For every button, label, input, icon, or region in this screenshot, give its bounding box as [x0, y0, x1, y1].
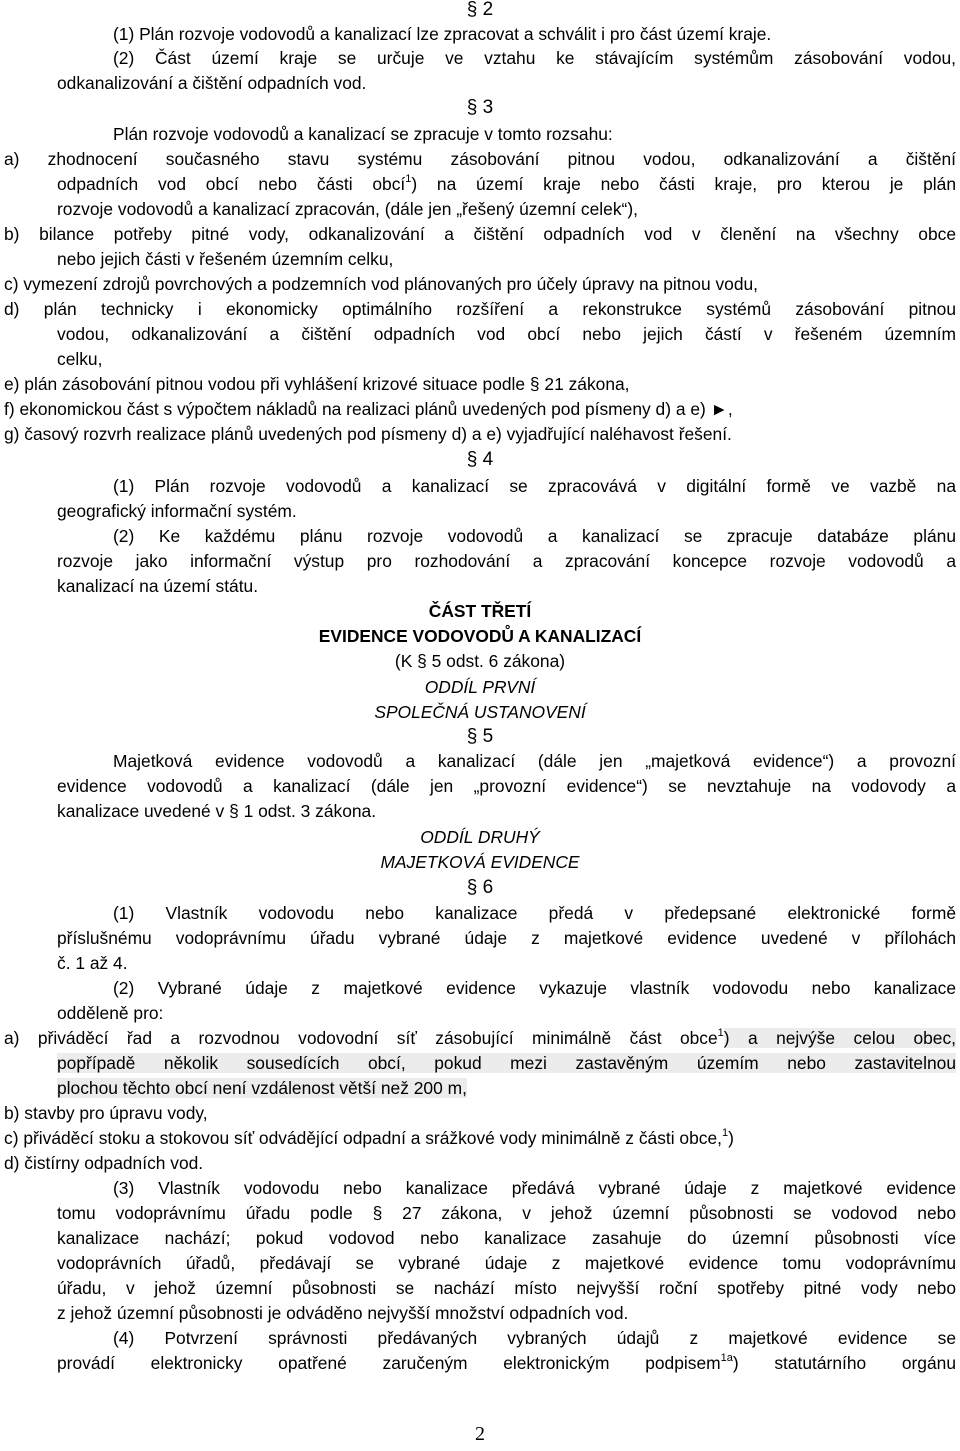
text-line [113, 1328, 956, 1348]
line-text: (2) Část území kraje se určuje ve vztahu ke stávajícím systémům zásobování vodou, [113, 48, 956, 68]
text-line [4, 299, 956, 319]
text-line [57, 576, 258, 596]
text-line [57, 1078, 467, 1098]
text-line [57, 551, 956, 571]
line-text: kanalizací na území státu. [57, 576, 259, 596]
text-line [113, 1178, 956, 1198]
heading-line [0, 601, 960, 621]
line-text: rozvoje vodovodů a kanalizací zpracován, (dále jen „řešený územní celek“), [57, 199, 638, 219]
line-text: (2) Vybrané údaje z majetkové evidence vykazuje vlastník vodovodu nebo kanalizace [113, 978, 956, 998]
line-text: Plán rozvoje vodovodů a kanalizací se zpracuje v tomto rozsahu: [113, 124, 613, 144]
line-text: úřadu, v jehož územní působnosti se nachází místo nejvyšší roční spotřeby pitné vody nebo [57, 1278, 956, 1298]
text-line [4, 1153, 203, 1173]
line-text: z jehož územní působnosti je odváděno nejvyšší množství odpadních vod. [57, 1303, 629, 1323]
line-text-continuation: ) na území kraje nebo části kraje, pro kterou je plán [411, 174, 956, 194]
text-line [4, 424, 732, 444]
heading-line [0, 626, 960, 646]
line-text: nebo jejich části v řešeném územním celku, [57, 249, 394, 269]
line-text: § 5 [466, 726, 494, 747]
line-text: tomu vodoprávnímu úřadu podle § 27 zákona, v jehož územní působnosti se vodovod nebo [57, 1203, 956, 1223]
heading-line [0, 727, 960, 747]
heading-line [0, 651, 960, 671]
text-line [113, 903, 956, 923]
heading-line [0, 98, 960, 118]
text-line [57, 174, 956, 194]
line-text: (4) Potvrzení správnosti předávaných vybraných údajů z majetkové evidence se [113, 1328, 956, 1348]
line-text: popřípadě několik sousedících obcí, pokud mezi zastavěným územím nebo zastavitelnou [57, 1053, 956, 1073]
text-line [57, 199, 638, 219]
line-text: (K § 5 odst. 6 zákona) [394, 651, 566, 671]
text-line [57, 349, 102, 369]
heading-line [0, 702, 960, 722]
line-text: odkanalizování a čištění odpadních vod. [57, 73, 367, 93]
heading-line [0, 827, 960, 847]
text-line [113, 124, 613, 144]
line-text: EVIDENCE VODOVODŮ A KANALIZACÍ [318, 626, 642, 646]
line-text: kanalizace nachází; pokud vodovod nebo kanalizace zasahuje do územní působnosti více [57, 1228, 956, 1248]
line-text: (3) Vlastník vodovodu nebo kanalizace předává vybrané údaje z majetkové evidence [113, 1178, 956, 1198]
line-text: Majetková evidence vodovodů a kanalizací (dále jen „majetková evidence“) a provozní [113, 751, 956, 771]
line-text: d) čistírny odpadních vod. [4, 1153, 204, 1173]
line-text: a) zhodnocení současného stavu systému zásobování pitnou vodou, odkanalizování a čištění [4, 149, 956, 169]
line-text: ODDÍL DRUHÝ [420, 827, 540, 847]
line-text: SPOLEČNÁ USTANOVENÍ [374, 702, 586, 722]
footnote-ref[interactable]: 1 [405, 173, 412, 186]
text-line [57, 801, 376, 821]
line-text: č. 1 až 4. [57, 953, 128, 973]
line-text: ODDÍL PRVNÍ [424, 677, 536, 697]
line-text: rozvoje jako informační výstup pro rozhodování a zpracování koncepce rozvoje vodovodů a [57, 551, 956, 571]
line-text: § 6 [466, 877, 494, 898]
line-text: MAJETKOVÁ EVIDENCE [380, 852, 580, 872]
heading-line [0, 450, 960, 470]
line-text: c) přiváděcí stoku a stokovou síť odvádějící odpadní a srážkové vody minimálně z části obce, [4, 1128, 722, 1148]
line-text: b) stavby pro úpravu vody, [4, 1103, 208, 1123]
line-text: d) plán technicky i ekonomicky optimálního rozšíření a rekonstrukce systémů zásobování pitnou [4, 299, 956, 319]
text-line [57, 1353, 956, 1373]
line-text: b) bilance potřeby pitné vody, odkanalizování a čištění odpadních vod v členění na všechny obce [4, 224, 956, 244]
text-line [113, 526, 956, 546]
heading-line [0, 0, 960, 20]
heading-line [0, 677, 960, 697]
text-line [4, 399, 733, 419]
page-number: 2 [475, 1423, 485, 1445]
line-text: vodou, odkanalizování a čištění odpadních vod obcí nebo jejich částí v řešeném územním [57, 324, 956, 344]
text-line [57, 1228, 956, 1248]
text-line [57, 1303, 628, 1323]
line-text-continuation: ) [728, 1128, 734, 1148]
text-line [113, 476, 956, 496]
text-line [57, 73, 366, 93]
line-text: g) časový rozvrh realizace plánů uvedených pod písmeny d) a e) vyjadřující naléhavost řešení. [4, 424, 732, 444]
footnote-ref[interactable]: 1 [721, 1127, 729, 1140]
text-line [4, 224, 956, 244]
text-line [57, 249, 393, 269]
line-text: ČÁST TŘETÍ [428, 601, 532, 621]
text-line [57, 776, 956, 796]
text-line [57, 501, 297, 521]
heading-line [0, 878, 960, 898]
text-line [57, 1278, 956, 1298]
text-line [57, 928, 956, 948]
line-text: (1) Plán rozvoje vodovodů a kanalizací se zpracovává v digitální formě ve vazbě na [113, 476, 956, 496]
footnote-ref[interactable]: 1a [720, 1352, 733, 1365]
line-text: (1) Vlastník vodovodu nebo kanalizace předá v předepsané elektronické formě [113, 903, 956, 923]
text-line [4, 1128, 734, 1148]
line-text: příslušnému vodoprávnímu úřadu vybrané údaje z majetkové evidence uvedené v přílohách [57, 928, 956, 948]
footnote-ref[interactable]: 1 [717, 1027, 724, 1040]
line-text: (1) Plán rozvoje vodovodů a kanalizací lze zpracovat a schválit i pro část území kraje. [113, 24, 772, 44]
line-text-continuation: ) a nejvýše celou obec, [723, 1028, 957, 1048]
line-text: § 4 [466, 449, 494, 470]
line-text: (2) Ke každému plánu rozvoje vodovodů a kanalizací se zpracuje databáze plánu [113, 526, 956, 546]
line-text: odděleně pro: [57, 1003, 164, 1023]
text-line [113, 751, 956, 771]
text-line [4, 374, 630, 394]
line-text: f) ekonomickou část s výpočtem nákladů na realizaci plánů uvedených pod písmeny d) a e) ►, [4, 399, 733, 419]
line-text: kanalizace uvedené v § 1 odst. 3 zákona. [57, 801, 377, 821]
heading-line [0, 852, 960, 872]
line-text: vodoprávních úřadů, předávají se vybrané údaje z majetkové evidence tomu vodoprávnímu [57, 1253, 956, 1273]
line-text: a) přiváděcí řad a rozvodnou vodovodní síť zásobující minimálně část obce [4, 1028, 718, 1048]
text-line [113, 48, 956, 68]
line-text: evidence vodovodů a kanalizací (dále jen „provozní evidence“) se nevztahuje na vodovody a [57, 776, 956, 796]
text-line [57, 1053, 956, 1073]
line-text-continuation: ) statutárního orgánu [732, 1353, 956, 1373]
text-line [57, 1253, 956, 1273]
line-text: celku, [57, 349, 103, 369]
text-line [113, 24, 953, 44]
line-text: § 3 [466, 97, 494, 118]
text-line [4, 274, 758, 294]
text-line [57, 953, 128, 973]
text-line [113, 978, 956, 998]
line-text: odpadních vod obcí nebo části obcí [57, 174, 406, 194]
text-line [4, 1028, 956, 1048]
line-text: e) plán zásobování pitnou vodou při vyhlášení krizové situace podle § 21 zákona, [4, 374, 630, 394]
text-line [4, 1103, 208, 1123]
text-line [57, 1203, 956, 1223]
text-line [57, 324, 956, 344]
line-text: geografický informační systém. [57, 501, 297, 521]
text-line [57, 1003, 163, 1023]
text-line [4, 149, 956, 169]
line-text: provádí elektronicky opatřené zaručeným elektronickým podpisem [57, 1353, 721, 1373]
line-text: § 2 [466, 0, 494, 20]
line-text: c) vymezení zdrojů povrchových a podzemních vod plánovaných pro účely úpravy na pitnou vodu, [4, 274, 759, 294]
line-text: plochou těchto obcí není vzdálenost větší než 200 m, [57, 1078, 467, 1098]
